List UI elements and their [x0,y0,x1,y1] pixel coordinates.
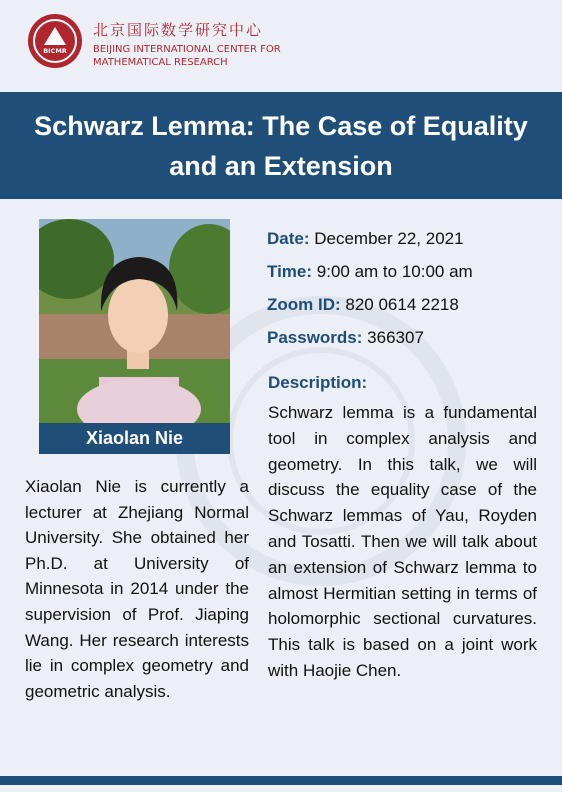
description-text: Schwarz lemma is a fundamental tool in complex analysis and geometry. In this talk, we will discuss the equality case of the Schwarz lemmas of Yau, Royden and Tosatti. Then we will talk about an extension of Schwarz lemma to almost Hermitian setting in terms of holomorphic sectional curvatures. This talk is based on a joint work with Haojie Chen. [268,403,537,680]
org-name-en-line1: BEIJING INTERNATIONAL CENTER FOR [93,44,281,55]
bottom-bar [0,776,562,785]
header [0,0,562,92]
talk-title: Schwarz Lemma: The Case of Equality and an Extension [34,110,528,181]
password-label: Passwords: [267,328,363,347]
time-label: Time: [267,262,313,281]
zoom-row [267,295,459,315]
org-name-cn: 北京国际数学研究中心 [93,21,264,39]
title-banner [0,92,562,199]
org-name-en [93,43,293,69]
zoom-label: Zoom ID: [267,295,341,314]
date-label: Date: [267,229,310,248]
speaker-photo [39,219,230,423]
bicmr-logo [28,14,82,68]
speaker-name: Xiaolan Nie [85,428,184,448]
org-name-en-line2: MATHEMATICAL RESEARCH [93,57,228,68]
password-value: 366307 [367,328,424,347]
logo-text: BICMR [43,47,67,55]
description-label: Description: [268,373,368,392]
speaker-bio: Xiaolan Nie is currently a lecturer at Zhejiang Normal University. She obtained her Ph.D. at University of Minnesota in 2014 under the supervision of Prof. Jiaping Wang. Her research interests lie in complex geometry and geometric analysis. [25,477,249,701]
password-row [267,328,424,348]
date-value: December 22, 2021 [314,229,464,248]
time-row [267,262,473,282]
zoom-value: 820 0614 2218 [345,295,459,314]
time-value: 9:00 am to 10:00 am [316,262,473,281]
speaker-name-bar [39,423,230,454]
date-row [267,229,464,249]
